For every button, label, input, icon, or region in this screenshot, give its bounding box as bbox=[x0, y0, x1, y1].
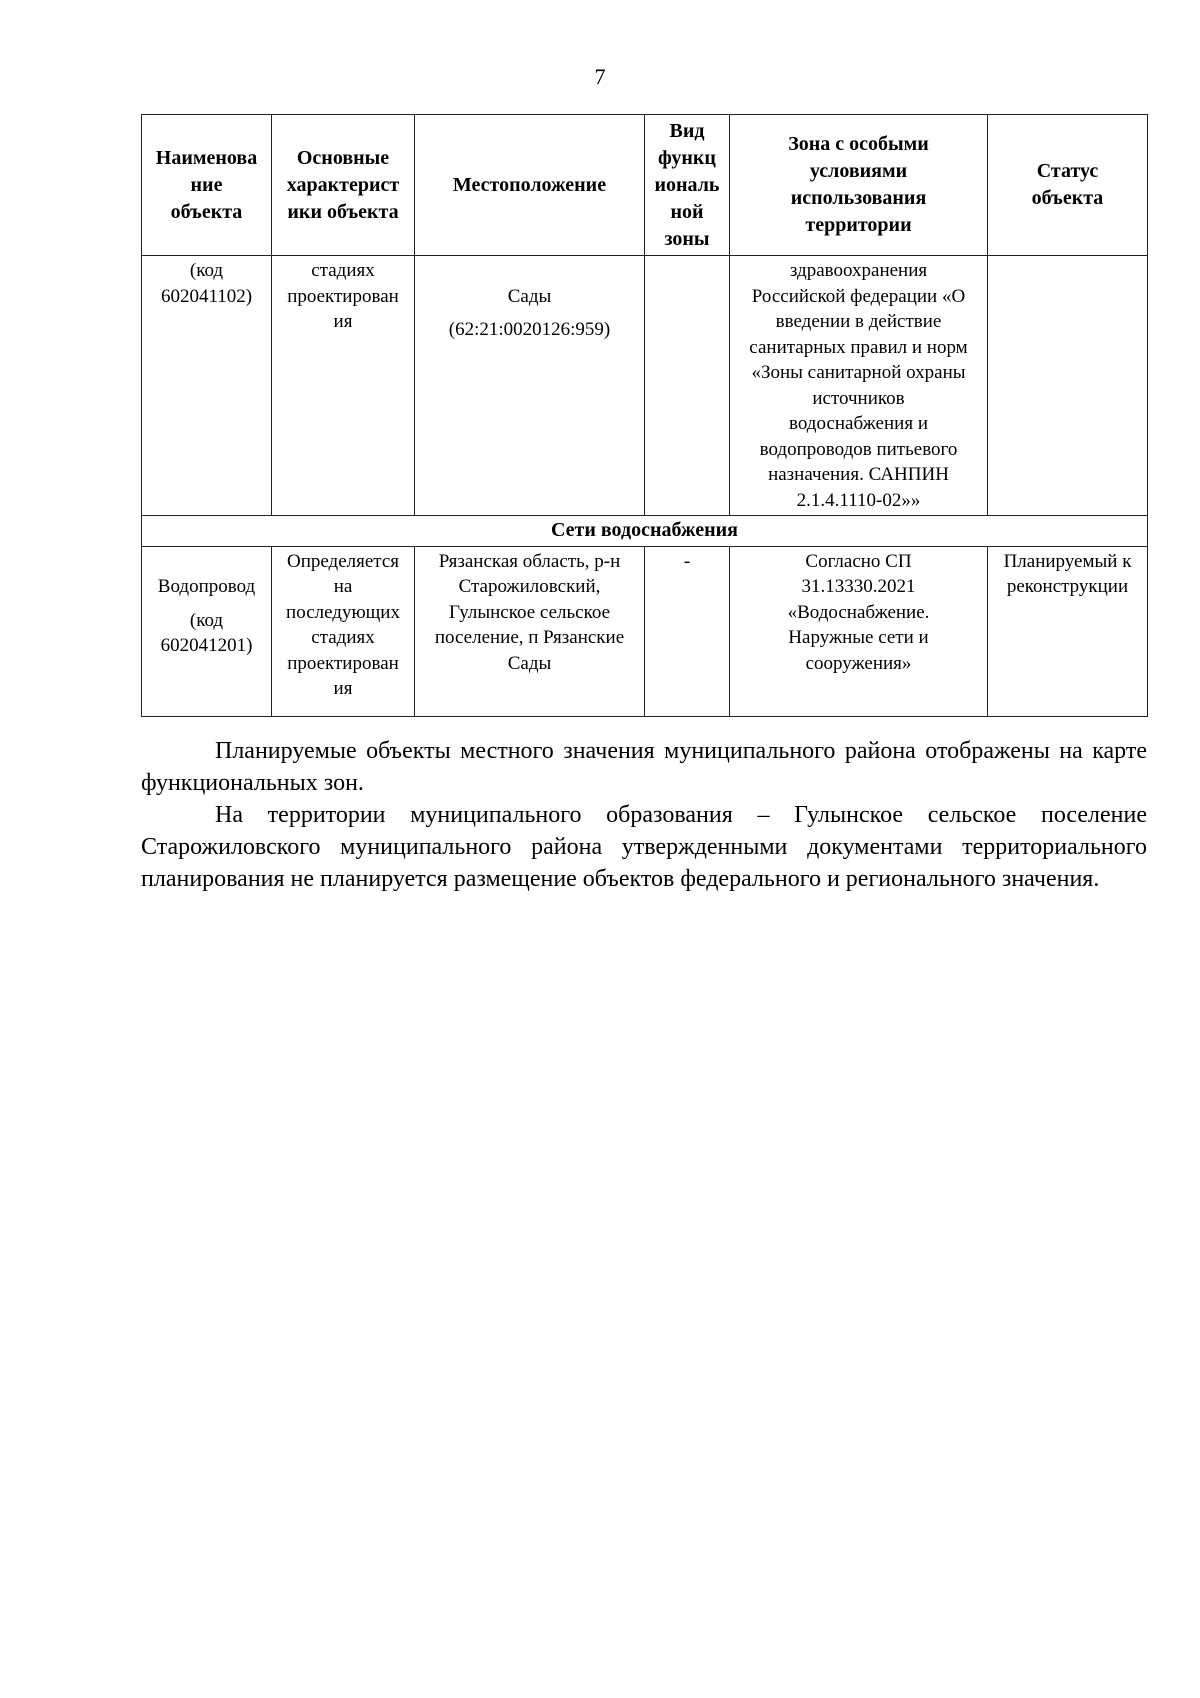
header-object-characteristics: Основные характерист ики объекта bbox=[272, 115, 415, 256]
table-row bbox=[142, 546, 1148, 716]
cell-location-code: (62:21:0020126:959) bbox=[448, 319, 611, 340]
page-number: 7 bbox=[594, 64, 606, 89]
header-functional-zone-type: Вид функц иональ ной зоны bbox=[645, 115, 730, 256]
cell-object-name bbox=[142, 546, 272, 716]
cell-zone-type bbox=[645, 256, 730, 516]
paragraph-text: На территории муниципального образования – Гулынское сельское поселение Старожиловского муниципального района утвержденными документами территориального планирования не планируется размещение объектов федерального и регионального значения. bbox=[141, 802, 1147, 892]
paragraph-planned-objects bbox=[141, 735, 1147, 799]
cell-special-zone: здравоохранения Российской федерации «О введении в действие санитарных правил и норм «Зоны санитарной охраны источников водоснабжения и водопроводов питьевого назначения. САНПИН 2.1.4.1110-02»» bbox=[730, 256, 988, 516]
header-object-status: Статус объекта bbox=[988, 115, 1148, 256]
cell-object-name-text: Водопровод bbox=[157, 576, 256, 597]
header-object-name: Наименова ние объекта bbox=[142, 115, 272, 256]
cell-status: Планируемый к реконструкции bbox=[988, 546, 1148, 716]
cell-status bbox=[988, 256, 1148, 516]
table-row bbox=[142, 256, 1148, 516]
cell-zone-type: - bbox=[645, 546, 730, 716]
cell-location-text: Сады bbox=[507, 285, 552, 307]
cell-location bbox=[415, 256, 645, 516]
cell-object-name: (код 602041102) bbox=[142, 256, 272, 516]
cell-characteristics: стадиях проектирован ия bbox=[272, 256, 415, 516]
paragraph-territory bbox=[141, 799, 1147, 895]
cell-special-zone: Согласно СП 31.13330.2021 «Водоснабжение. Наружные сети и сооружения» bbox=[730, 546, 988, 716]
header-location: Местоположение bbox=[415, 115, 645, 256]
header-special-zone: Зона с особыми условиями использования территории bbox=[730, 115, 988, 256]
objects-table bbox=[141, 114, 1148, 717]
table-section-row bbox=[142, 516, 1148, 547]
section-title: Сети водоснабжения bbox=[142, 516, 1148, 547]
paragraph-text: Планируемые объекты местного значения муниципального района отображены на карте функциональных зон. bbox=[141, 738, 1147, 796]
table-header-row bbox=[142, 115, 1148, 256]
cell-characteristics: Определяется на последующих стадиях проектирован ия bbox=[272, 546, 415, 716]
cell-location: Рязанская область, р-н Старожиловский, Гулынское сельское поселение, п Рязанские Сады bbox=[415, 546, 645, 716]
cell-object-code: (код 602041201) bbox=[160, 609, 253, 656]
